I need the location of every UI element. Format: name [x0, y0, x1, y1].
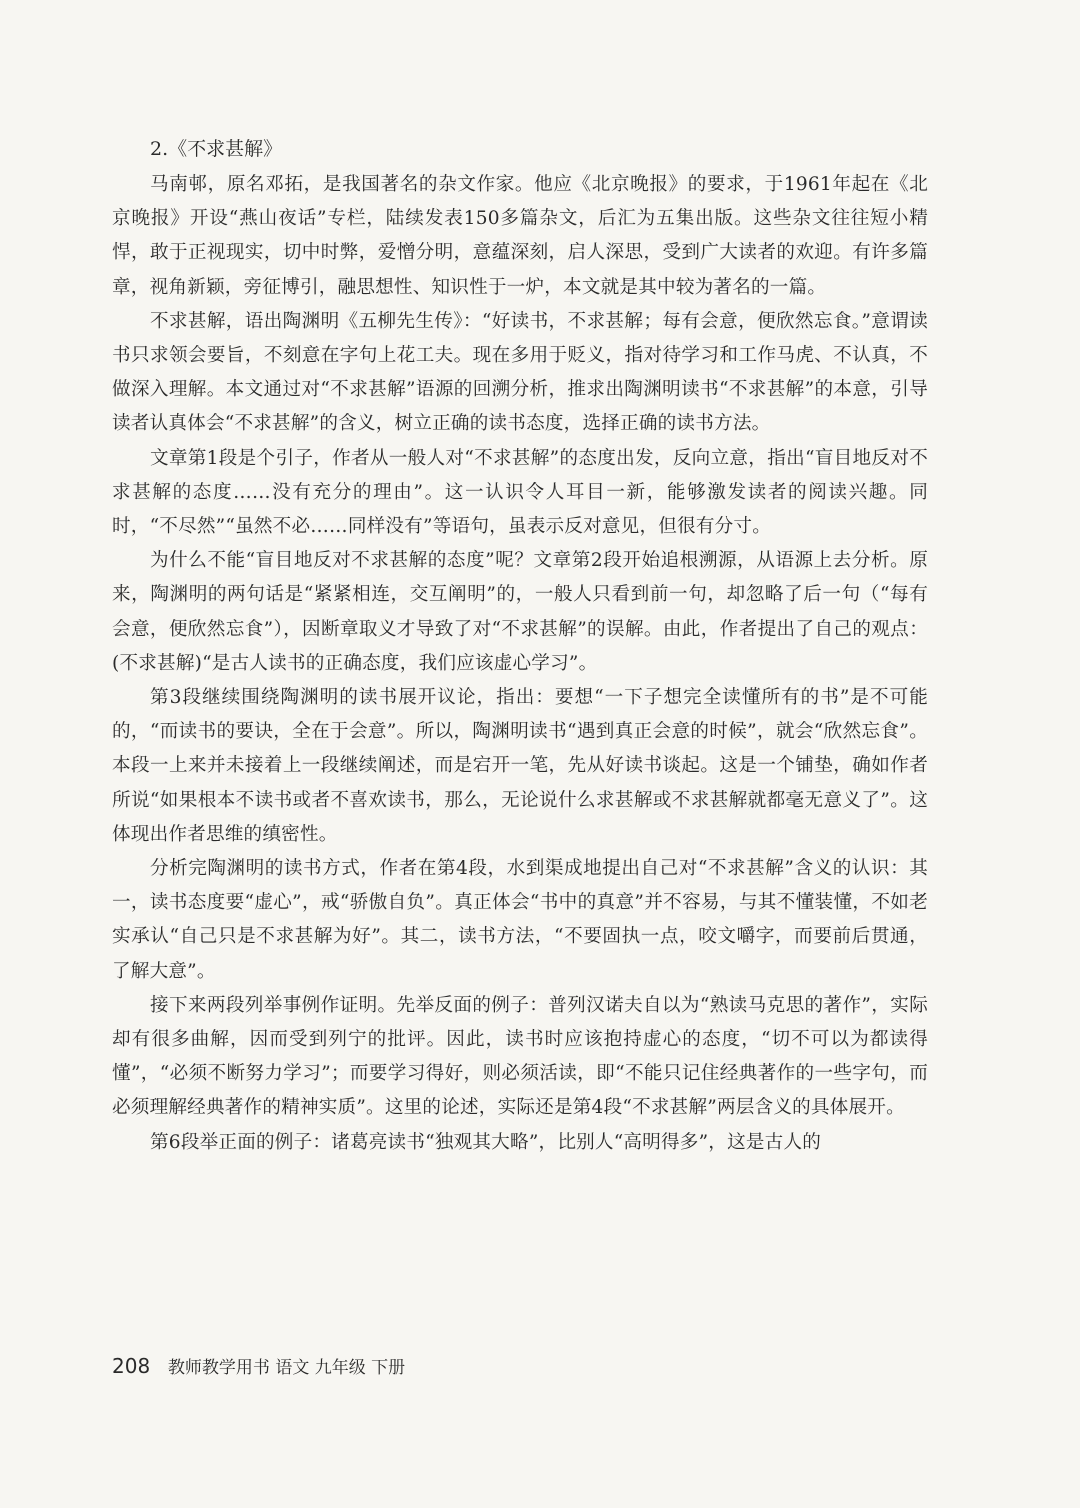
paragraph-2: 不求甚解，语出陶渊明《五柳先生传》：“好读书，不求甚解；每有会意，便欣然忘食。”意谓读书只求领会要旨，不刻意在字句上花工夫。现在多用于贬义，指对待学习和工作马虎、不认真，不做深入理解。本文通过对“不求甚解”语源的回溯分析，推求出陶渊明读书“不求甚解”的本意，引导读者认真体会“不求甚解”的含义，树立正确的读书态度，选择正确的读书方法。: [112, 310, 928, 435]
section-heading: 2.《不求甚解》: [150, 138, 283, 160]
paragraph-7: 接下来两段列举事例作证明。先举反面的例子：普列汉诺夫自以为“熟读马克思的著作”，实际却有很多曲解，因而受到列宁的批评。因此，读书时应该抱持虚心的态度，“切不可以为都读得懂”，“必须不断努力学习”；而要学习得好，则必须活读，即“不能只记住经典著作的一些字句，而必须理解经典著作的精神实质”。这里的论述，实际还是第4段“不求甚解”两层含义的具体展开。: [112, 994, 928, 1119]
paragraph-4: 为什么不能“盲目地反对不求甚解的态度”呢？文章第2段开始追根溯源，从语源上去分析。原来，陶渊明的两句话是“紧紧相连，交互阐明”的，一般人只看到前一句，却忽略了后一句（“每有会意，便欣然忘食”），因断章取义才导致了对“不求甚解”的误解。由此，作者提出了自己的观点：(不求甚解)“是古人读书的正确态度，我们应该虚心学习”。: [112, 550, 928, 674]
paragraph-6: 分析完陶渊明的读书方式，作者在第4段，水到渠成地提出自己对“不求甚解”含义的认识：其一，读书态度要“虚心”，戒“骄傲自负”。真正体会“书中的真意”并不容易，与其不懂装懂，不如老实承认“自己只是不求甚解为好”。其二，读书方法，“不要固执一点，咬文嚼字，而要前后贯通，了解大意”。: [112, 858, 928, 982]
page-footer: [112, 1354, 405, 1380]
book-info: 教师教学用书 语文 九年级 下册: [167, 1358, 406, 1378]
paragraph-8: 第6段举正面的例子：诸葛亮读书“独观其大略”，比别人“高明得多”，这是古人的: [150, 1131, 822, 1153]
paragraph-3: 文章第1段是个引子，作者从一般人对“不求甚解”的态度出发，反向立意，指出“盲目地反对不求甚解的态度……没有充分的理由”。这一认识令人耳目一新，能够激发读者的阅读兴趣。同时，“不尽然”“虽然不必……同样没有”等语句，虽表示反对意见，但很有分寸。: [112, 447, 928, 538]
paragraph-5: 第3段继续围绕陶渊明的读书展开议论，指出：要想“一下子想完全读懂所有的书”是不可能的，“而读书的要诀，全在于会意”。所以，陶渊明读书“遇到真正会意的时候”，就会“欣然忘食”。本段一上来并未接着上一段继续阐述，而是宕开一笔，先从好读书谈起。这是一个铺垫，确如作者所说“如果根本不读书或者不喜欢读书，那么，无论说什么求甚解或不求甚解就都毫无意义了”。这体现出作者思维的缜密性。: [112, 687, 928, 845]
paragraph-1: 马南邨，原名邓拓，是我国著名的杂文作家。他应《北京晚报》的要求，于1961年起在《北京晚报》开设“燕山夜话”专栏，陆续发表150多篇杂文，后汇为五集出版。这些杂文往往短小精悍，敢于正视现实，切中时弊，爱憎分明，意蕴深刻，启人深思，受到广大读者的欢迎。有许多篇章，视角新颖，旁征博引，融思想性、知识性于一炉，本文就是其中较为著名的一篇。: [112, 174, 928, 298]
page-number: 208: [112, 1354, 151, 1378]
page-content: [112, 134, 928, 1160]
